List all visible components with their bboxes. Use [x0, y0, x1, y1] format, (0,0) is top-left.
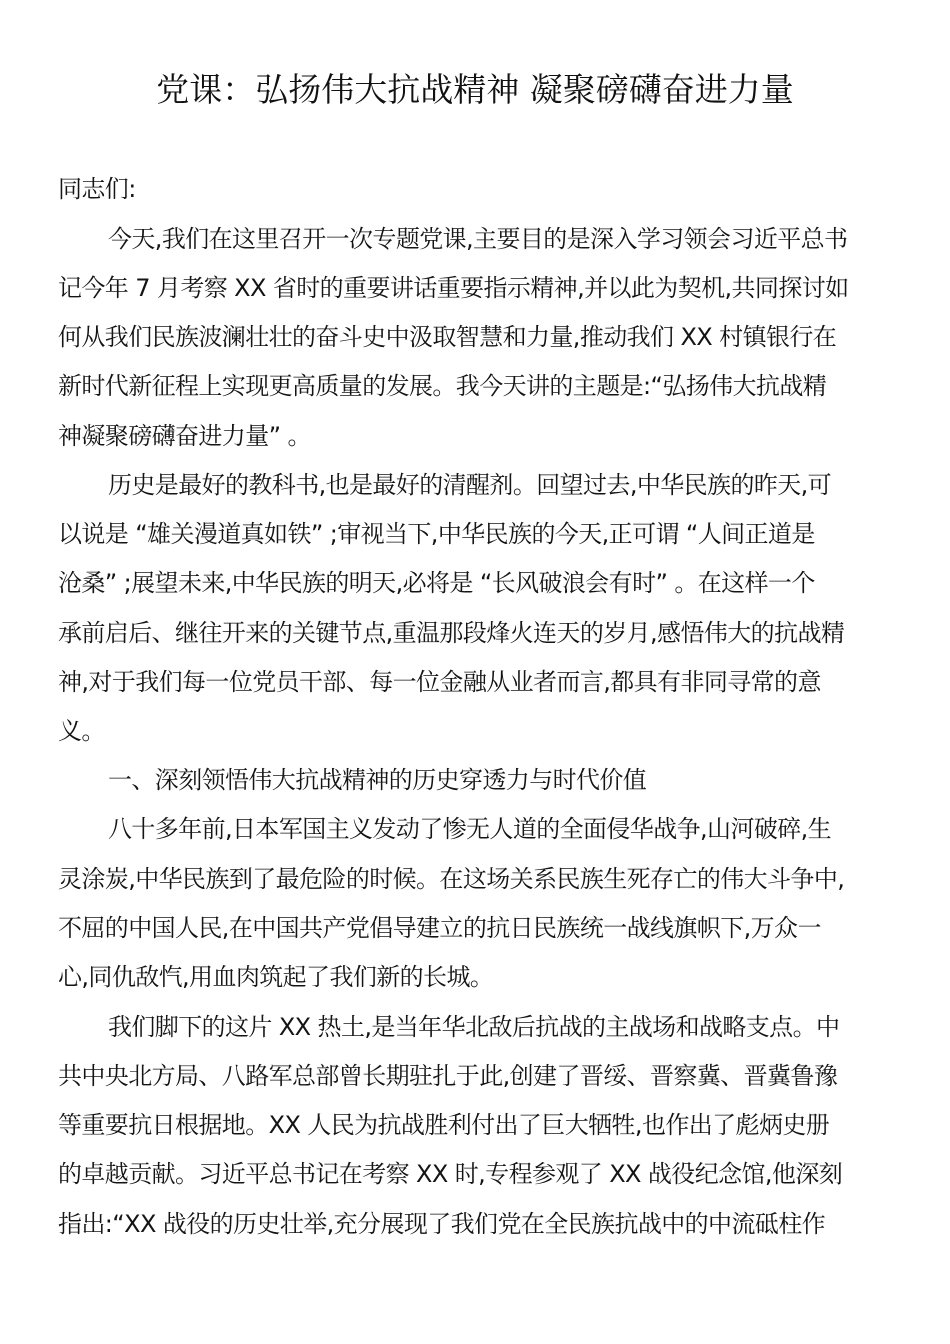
- paragraph-line: 指出:“XX 战役的历史壮举,充分展现了我们党在全民族抗战中的中流砥柱作: [58, 1210, 826, 1238]
- paragraph-line: 承前启后、继往开来的关键节点,重温那段烽火连天的岁月,感悟伟大的抗战精: [58, 619, 845, 647]
- paragraph-line: 共中央北方局、八路军总部曾长期驻扎于此,创建了晋绥、晋察冀、晋冀鲁豫: [58, 1062, 838, 1090]
- paragraph-line: 何从我们民族波澜壮壮的奋斗史中汲取智慧和力量,推动我们 XX 村镇银行在: [58, 323, 837, 351]
- paragraph-line: 神凝聚磅礴奋进力量” 。: [58, 422, 311, 450]
- paragraph-line: 不屈的中国人民,在中国共产党倡导建立的抗日民族统一战线旗帜下,万众一: [58, 914, 821, 942]
- paragraph-line: 心,同仇敌忾,用血肉筑起了我们新的长城。: [58, 963, 494, 991]
- paragraph-line: 义。: [58, 717, 105, 745]
- paragraph-line: 以说是 “雄关漫道真如铁” ;审视当下,中华民族的今天,正可谓 “人间正道是: [58, 520, 815, 548]
- paragraph-line: 今天,我们在这里召开一次专题党课,主要目的是深入学习领会习近平总书: [108, 225, 848, 253]
- paragraph-line: 沧桑” ;展望未来,中华民族的明天,必将是 “长风破浪会有时” 。在这样一个: [58, 569, 815, 597]
- paragraph-line: 的卓越贡献。习近平总书记在考察 XX 时,专程参观了 XX 战役纪念馆,他深刻: [58, 1160, 843, 1188]
- paragraph-line: 神,对于我们每一位党员干部、每一位金融从业者而言,都具有非同寻常的意: [58, 668, 821, 696]
- paragraph-line: 八十多年前,日本军国主义发动了惨无人道的全面侵华战争,山河破碎,生: [108, 815, 832, 843]
- paragraph-line: 我们脚下的这片 XX 热土,是当年华北敌后抗战的主战场和战略支点。中: [108, 1013, 840, 1041]
- paragraph-line: 灵涂炭,中华民族到了最危险的时候。在这场关系民族生死存亡的伟大斗争中,: [58, 865, 845, 893]
- section-heading: 一、深刻领悟伟大抗战精神的历史穿透力与时代价值: [108, 766, 647, 794]
- paragraph-line: 记今年 7 月考察 XX 省时的重要讲话重要指示精神,并以此为契机,共同探讨如: [58, 274, 849, 302]
- salutation: 同志们:: [58, 175, 136, 203]
- paragraph-line: 新时代新征程上实现更高质量的发展。我今天讲的主题是:“弘扬伟大抗战精: [58, 372, 827, 400]
- document-title: 党课：弘扬伟大抗战精神 凝聚磅礴奋进力量: [156, 70, 794, 109]
- paragraph-line: 等重要抗日根据地。XX 人民为抗战胜利付出了巨大牺牲,也作出了彪炳史册: [58, 1111, 830, 1139]
- paragraph-line: 历史是最好的教科书,也是最好的清醒剂。回望过去,中华民族的昨天,可: [108, 471, 832, 499]
